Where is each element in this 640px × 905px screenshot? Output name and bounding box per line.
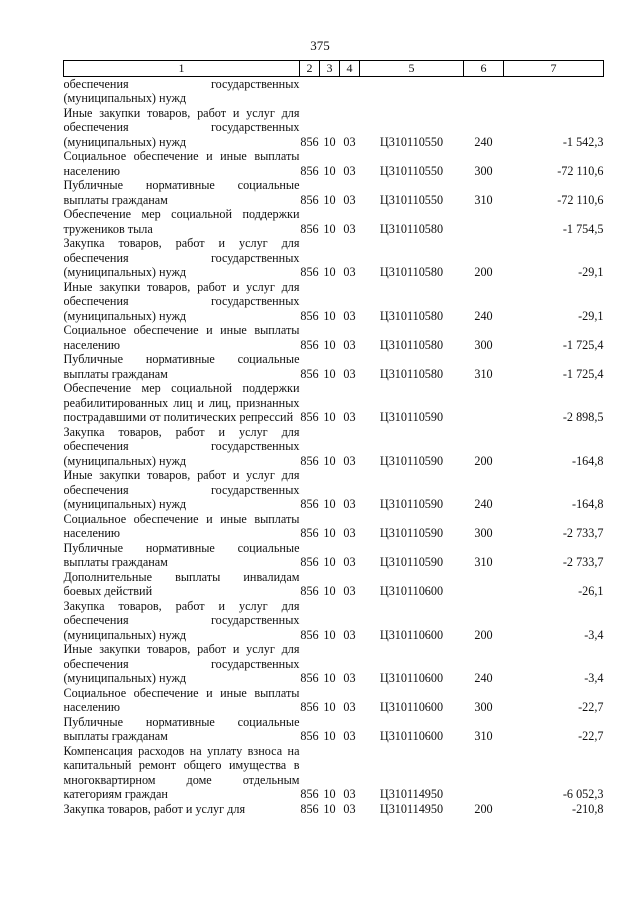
target-article-cell: Ц310110600 [379, 700, 444, 714]
expense-type-cell: 310 [474, 729, 493, 743]
subsection-cell [340, 76, 360, 106]
amount-cell: -2 733,7 [562, 555, 604, 569]
admin-code-cell: 856 [300, 497, 319, 511]
expense-type-cell [464, 570, 504, 599]
row-name-cell: Социальное обеспечение и иные выплаты населению [63, 149, 300, 178]
admin-code-cell: 856 [300, 134, 319, 149]
target-article-cell: Ц310110580 [379, 366, 444, 381]
row-name-cell: Иные закупки товаров, работ и услуг для обеспечения государственных (муниципальных) нужд [63, 105, 300, 149]
amount-cell: -29,1 [578, 308, 604, 323]
row-name-cell: Компенсация расходов на уплату взноса на капитальный ремонт общего имущества в многоквартирном доме отдельным категориям граждан [63, 743, 300, 801]
subsection-cell: 03 [343, 526, 356, 540]
section-cell: 10 [323, 555, 336, 569]
admin-code-cell: 856 [300, 221, 319, 236]
target-article-cell: Ц310110590 [379, 555, 444, 569]
admin-code-cell: 856 [300, 453, 319, 468]
table-row [64, 686, 604, 715]
section-cell: 10 [323, 526, 336, 540]
row-name-cell: Закупка товаров, работ и услуг для обеспечения государственных (муниципальных) нужд [63, 424, 300, 468]
row-name-cell: Иные закупки товаров, работ и услуг для обеспечения государственных (муниципальных) нужд [63, 642, 300, 685]
row-name-cell: Публичные нормативные социальные выплаты гражданам [63, 178, 300, 207]
amount-cell: -2 733,7 [562, 526, 604, 540]
table-row [64, 744, 604, 802]
amount-cell: -3,4 [584, 627, 604, 642]
admin-code-cell: 856 [300, 410, 319, 424]
table-row [64, 570, 604, 599]
amount-cell: -72 110,6 [557, 192, 604, 207]
row-name-cell: Закупка товаров, работ и услуг для [63, 801, 246, 816]
table-row [64, 207, 604, 236]
column-header: 3 [320, 61, 340, 77]
expense-type-cell [464, 76, 504, 106]
target-article-cell: Ц310114950 [379, 801, 444, 816]
row-name-cell: Иные закупки товаров, работ и услуг для обеспечения государственных (муниципальных) нужд [63, 468, 300, 511]
row-name-cell: Закупка товаров, работ и услуг для обеспечения государственных (муниципальных) нужд [63, 236, 300, 279]
expense-type-cell: 300 [474, 700, 493, 714]
row-name-cell: Социальное обеспечение и иные выплаты населению [63, 685, 300, 714]
amount-cell: -1 725,4 [562, 366, 604, 381]
table-row [64, 599, 604, 643]
section-cell: 10 [323, 134, 336, 149]
expense-type-cell [464, 744, 504, 802]
table-row [64, 149, 604, 178]
section-cell: 10 [323, 337, 336, 352]
target-article-cell: Ц310110550 [379, 192, 444, 207]
table-row [64, 642, 604, 686]
expense-type-cell: 300 [474, 163, 493, 178]
subsection-cell: 03 [343, 787, 356, 801]
subsection-cell: 03 [343, 801, 356, 816]
target-article-cell [360, 76, 464, 106]
section-cell: 10 [323, 801, 336, 816]
subsection-cell: 03 [343, 308, 356, 323]
section-cell: 10 [323, 221, 336, 236]
section-cell: 10 [323, 192, 336, 207]
admin-code-cell: 856 [300, 163, 319, 178]
subsection-cell: 03 [343, 134, 356, 149]
row-name-cell: Публичные нормативные социальные выплаты гражданам [63, 714, 300, 743]
admin-code-cell: 856 [300, 555, 319, 569]
subsection-cell: 03 [343, 584, 356, 598]
row-name-cell: Публичные нормативные социальные выплаты гражданам [63, 540, 300, 569]
table-row [64, 106, 604, 150]
target-article-cell: Ц310110580 [379, 337, 444, 352]
target-article-cell: Ц310110600 [379, 729, 444, 743]
expense-type-cell: 200 [474, 627, 493, 642]
table-row [64, 323, 604, 352]
section-cell: 10 [323, 453, 336, 468]
section-cell: 10 [323, 163, 336, 178]
admin-code-cell: 856 [300, 308, 319, 323]
target-article-cell: Ц310110600 [379, 584, 444, 598]
admin-code-cell: 856 [300, 366, 319, 381]
subsection-cell: 03 [343, 192, 356, 207]
section-cell: 10 [323, 308, 336, 323]
target-article-cell: Ц310110590 [379, 526, 444, 540]
subsection-cell: 03 [343, 410, 356, 424]
row-name-cell: Публичные нормативные социальные выплаты гражданам [63, 352, 300, 381]
column-header: 7 [504, 61, 604, 77]
table-row [64, 512, 604, 541]
section-cell: 10 [323, 729, 336, 743]
subsection-cell: 03 [343, 700, 356, 714]
admin-code-cell: 856 [300, 729, 319, 743]
row-name-cell: Иные закупки товаров, работ и услуг для обеспечения государственных (муниципальных) нужд [63, 279, 300, 323]
target-article-cell: Ц310110550 [379, 134, 444, 149]
section-cell [320, 76, 340, 106]
table-row [64, 715, 604, 744]
amount-cell: -2 898,5 [562, 410, 604, 424]
section-cell: 10 [323, 627, 336, 642]
expense-type-cell: 200 [474, 801, 493, 816]
amount-cell: -164,8 [572, 453, 604, 468]
table-row [64, 468, 604, 512]
subsection-cell: 03 [343, 497, 356, 511]
budget-table [63, 60, 604, 816]
admin-code-cell: 856 [300, 526, 319, 540]
target-article-cell: Ц310110580 [379, 221, 444, 236]
table-row [64, 280, 604, 324]
table-header-row [64, 61, 604, 77]
subsection-cell: 03 [343, 163, 356, 178]
column-header: 1 [64, 61, 300, 77]
expense-type-cell: 200 [474, 453, 493, 468]
section-cell: 10 [323, 265, 336, 279]
table-row [64, 352, 604, 381]
amount-cell [504, 76, 604, 106]
admin-code-cell: 856 [300, 787, 319, 801]
expense-type-cell: 310 [474, 366, 493, 381]
subsection-cell: 03 [343, 221, 356, 236]
amount-cell: -26,1 [578, 584, 604, 598]
admin-code-cell: 856 [300, 801, 319, 816]
page-number: 375 [310, 38, 330, 53]
admin-code-cell: 856 [300, 671, 319, 685]
section-cell: 10 [323, 700, 336, 714]
expense-type-cell: 300 [474, 526, 493, 540]
amount-cell: -22,7 [578, 729, 604, 743]
expense-type-cell: 240 [474, 497, 493, 511]
section-cell: 10 [323, 410, 336, 424]
expense-type-cell [464, 381, 504, 425]
subsection-cell: 03 [343, 729, 356, 743]
amount-cell: -164,8 [572, 497, 604, 511]
target-article-cell: Ц310110590 [379, 497, 444, 511]
target-article-cell: Ц310110580 [379, 265, 444, 279]
row-name-cell: обеспечения государственных (муниципальных) нужд [63, 76, 300, 105]
amount-cell: -1 725,4 [562, 337, 604, 352]
row-name-cell: Закупка товаров, работ и услуг для обеспечения государственных (муниципальных) нужд [63, 598, 300, 642]
admin-code-cell: 856 [300, 265, 319, 279]
target-article-cell: Ц310114950 [379, 787, 444, 801]
target-article-cell: Ц310110590 [379, 453, 444, 468]
table-row [64, 425, 604, 469]
subsection-cell: 03 [343, 265, 356, 279]
column-header: 5 [360, 61, 464, 77]
column-header: 6 [464, 61, 504, 77]
subsection-cell: 03 [343, 627, 356, 642]
expense-type-cell: 240 [474, 308, 493, 323]
row-name-cell: Социальное обеспечение и иные выплаты населению [63, 511, 300, 540]
table-row [64, 802, 604, 817]
column-header: 4 [340, 61, 360, 77]
target-article-cell: Ц310110600 [379, 671, 444, 685]
admin-code-cell: 856 [300, 192, 319, 207]
target-article-cell: Ц310110580 [379, 308, 444, 323]
amount-cell: -22,7 [578, 700, 604, 714]
subsection-cell: 03 [343, 453, 356, 468]
expense-type-cell: 240 [474, 134, 493, 149]
amount-cell: -72 110,6 [557, 163, 604, 178]
expense-type-cell: 200 [474, 265, 493, 279]
expense-type-cell: 310 [474, 192, 493, 207]
table-row [64, 236, 604, 280]
expense-type-cell: 300 [474, 337, 493, 352]
amount-cell: -3,4 [584, 671, 604, 685]
admin-code-cell: 856 [300, 700, 319, 714]
section-cell: 10 [323, 366, 336, 381]
amount-cell: -29,1 [578, 265, 604, 279]
row-name-cell: Обеспечение мер социальной поддержки реабилитированных лиц и лиц, признанных пострадавшими от политических репрессий [63, 381, 300, 424]
target-article-cell: Ц310110550 [379, 163, 444, 178]
table-row [64, 76, 604, 106]
section-cell: 10 [323, 671, 336, 685]
target-article-cell: Ц310110590 [379, 410, 444, 424]
table-row [64, 178, 604, 207]
section-cell: 10 [323, 497, 336, 511]
amount-cell: -210,8 [572, 801, 604, 816]
amount-cell: -1 754,5 [562, 221, 604, 236]
row-name-cell: Социальное обеспечение и иные выплаты населению [63, 323, 300, 352]
expense-type-cell: 310 [474, 555, 493, 569]
expense-type-cell: 240 [474, 671, 493, 685]
admin-code-cell: 856 [300, 584, 319, 598]
row-name-cell: Обеспечение мер социальной поддержки тружеников тыла [63, 207, 300, 236]
subsection-cell: 03 [343, 366, 356, 381]
subsection-cell: 03 [343, 671, 356, 685]
admin-code-cell: 856 [300, 337, 319, 352]
admin-code-cell [300, 76, 320, 106]
table-row [64, 541, 604, 570]
section-cell: 10 [323, 584, 336, 598]
subsection-cell: 03 [343, 555, 356, 569]
admin-code-cell: 856 [300, 627, 319, 642]
amount-cell: -6 052,3 [562, 787, 604, 801]
table-row [64, 381, 604, 425]
amount-cell: -1 542,3 [562, 134, 604, 149]
subsection-cell: 03 [343, 337, 356, 352]
expense-type-cell [464, 207, 504, 236]
section-cell: 10 [323, 787, 336, 801]
row-name-cell: Дополнительные выплаты инвалидам боевых действий [63, 569, 300, 598]
column-header: 2 [300, 61, 320, 77]
target-article-cell: Ц310110600 [379, 627, 444, 642]
